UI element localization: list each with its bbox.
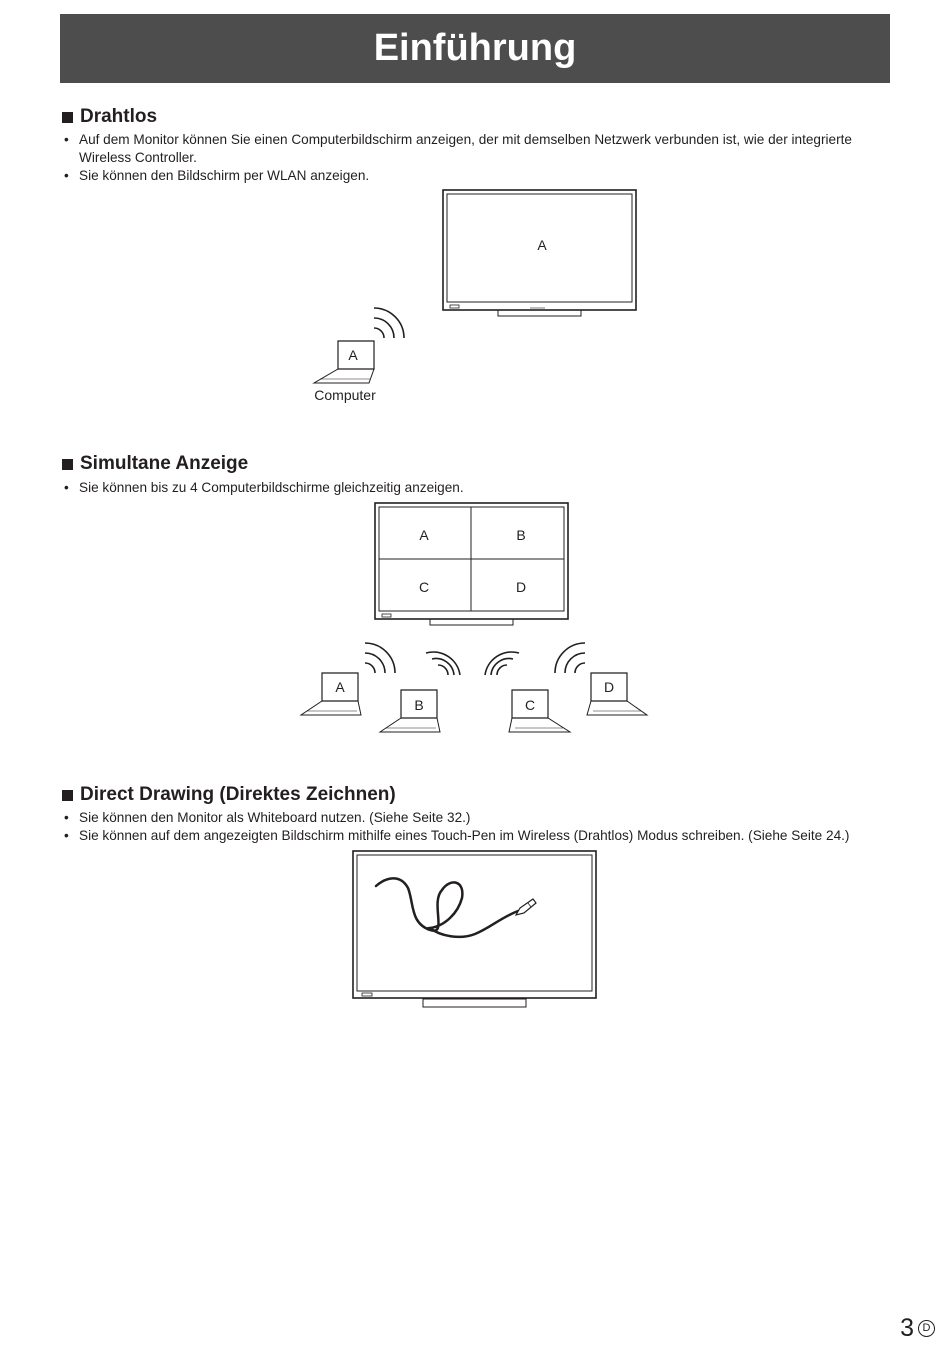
wifi-signal-icon [374, 308, 404, 338]
quadrant-label: B [516, 527, 526, 543]
page-number-text: 3 [900, 1314, 914, 1342]
laptop-label: A [335, 679, 345, 695]
laptop-icon [314, 341, 374, 383]
square-bullet-icon [62, 459, 73, 470]
laptop-label: A [348, 347, 358, 363]
monitor-icon [375, 503, 568, 625]
laptop-icon [380, 690, 440, 732]
page-title: Einführung [373, 27, 577, 69]
bullet-list-simultane-anzeige [64, 479, 904, 497]
section-title: Simultane Anzeige [80, 453, 249, 474]
bullet-list-drahtlos [64, 131, 904, 185]
laptop-icon [509, 690, 570, 732]
section-title: Direct Drawing (Direktes Zeichnen) [80, 784, 396, 805]
list-item: • Auf dem Monitor können Sie einen Computerbildschirm anzeigen, der mit demselben Netzwerk verbunden ist, wie der integrierte Wireless Controller. [64, 131, 859, 167]
laptop-icon [587, 673, 647, 715]
laptop-label: B [414, 697, 424, 713]
handwriting-stroke-icon [376, 878, 518, 937]
list-item: • Sie können den Monitor als Whiteboard nutzen. (Siehe Seite 32.) [64, 809, 904, 827]
wifi-signal-icon [485, 652, 519, 675]
monitor-icon [353, 851, 596, 1007]
monitor-icon [443, 190, 636, 316]
section-heading-simultane-anzeige [62, 453, 248, 475]
language-mark-icon: D [918, 1320, 935, 1337]
wifi-signal-icon [555, 643, 585, 673]
square-bullet-icon [62, 790, 73, 801]
quadrant-label: D [515, 579, 527, 595]
list-item: • Sie können den Bildschirm per WLAN anzeigen. [64, 167, 904, 185]
laptop-label: D [603, 679, 615, 695]
page-number [900, 1316, 935, 1341]
wifi-signal-icon [365, 643, 395, 673]
quadrant-label: A [419, 527, 429, 543]
monitor-label: A [537, 237, 547, 253]
multi-display-diagram [295, 498, 655, 738]
square-bullet-icon [62, 112, 73, 123]
computer-caption: Computer [314, 387, 376, 403]
wireless-diagram [300, 185, 645, 410]
wifi-signal-icon [426, 652, 460, 675]
quadrant-label: C [418, 579, 430, 595]
list-item: • Sie können bis zu 4 Computerbildschirme gleichzeitig anzeigen. [64, 479, 904, 497]
section-heading-direct-drawing [62, 784, 396, 806]
title-banner [60, 14, 890, 83]
bullet-list-direct-drawing [64, 809, 904, 845]
list-item: • Sie können auf dem angezeigten Bildschirm mithilfe eines Touch-Pen im Wireless (Drahtlos) Modus schreiben. (Siehe Seite 24.) [64, 827, 904, 845]
section-heading-drahtlos [62, 106, 157, 128]
laptop-icon [301, 673, 361, 715]
section-title: Drahtlos [80, 106, 158, 127]
laptop-label: C [524, 697, 536, 713]
whiteboard-diagram [350, 848, 600, 1010]
touch-pen-icon [516, 899, 536, 915]
